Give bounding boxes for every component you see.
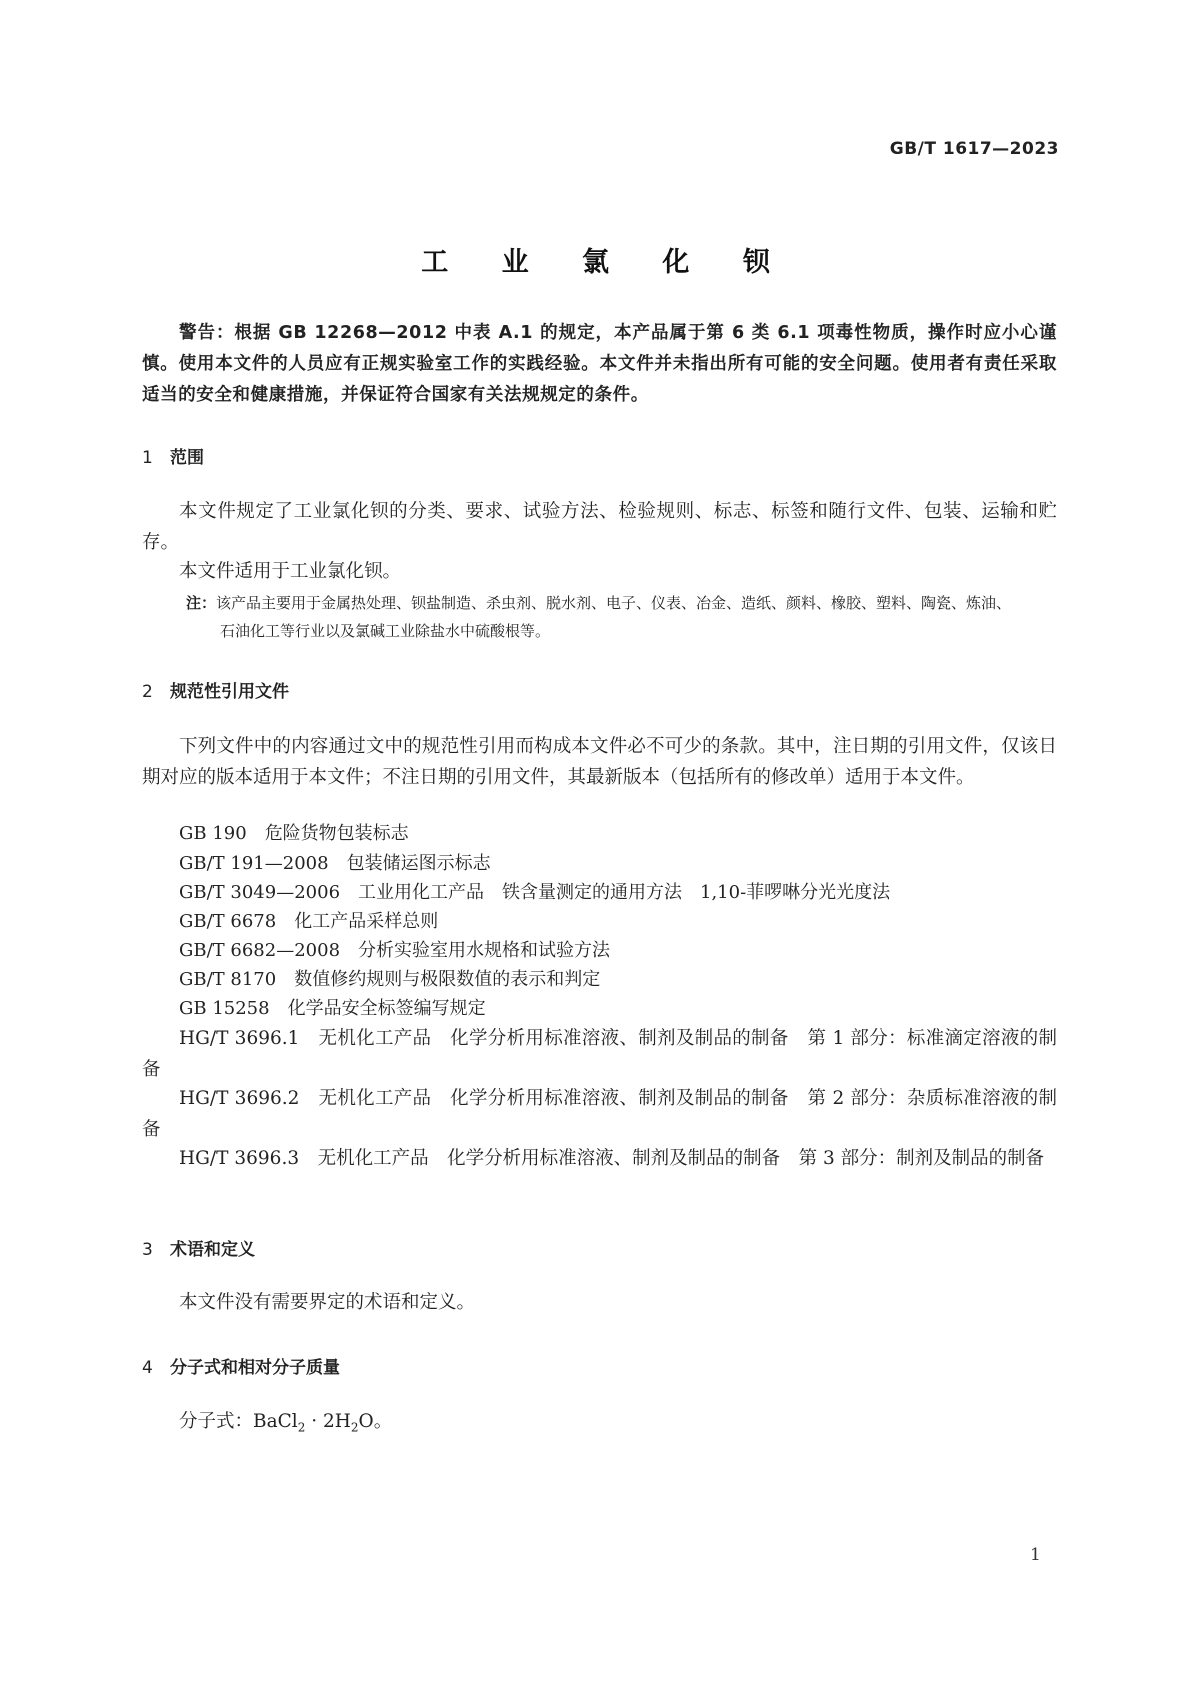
reference-title: 化工产品采样总则 — [294, 911, 439, 932]
formula-subscript: 2 — [350, 1420, 359, 1435]
reference-item — [142, 1083, 1057, 1145]
note-text-line2: 石油化工等行业以及氯碱工业除盐水中硫酸根等。 — [220, 622, 551, 640]
section-heading-formula — [142, 1353, 340, 1378]
reference-code: GB/T 3049—2006 — [179, 882, 341, 903]
section-title: 规范性引用文件 — [170, 682, 289, 702]
reference-item — [179, 907, 438, 933]
document-id: GB/T 1617—2023 — [889, 139, 1059, 159]
molecular-formula — [142, 1406, 1057, 1444]
scope-applicability: 本文件适用于工业氯化钡。 — [179, 561, 402, 582]
section-title: 术语和定义 — [170, 1240, 255, 1260]
reference-code: GB/T 6682—2008 — [179, 940, 341, 961]
reference-title: 数值修约规则与极限数值的表示和判定 — [294, 969, 601, 990]
note-text-line1: 该产品主要用于金属热处理、钡盐制造、杀虫剂、脱水剂、电子、仪表、冶金、造纸、颜料、橡胶、塑料、陶瓷、炼油、 — [216, 594, 1012, 612]
reference-title: 工业用化工产品 铁含量测定的通用方法 1,10-菲啰啉分光光度法 — [358, 882, 891, 903]
scope-note — [186, 589, 1066, 645]
section-number: 3 — [142, 1240, 153, 1260]
formula-part: · 2H — [305, 1411, 351, 1432]
document-title: 工 业 氯 化 钡 — [421, 247, 792, 278]
formula-part: O。 — [358, 1411, 393, 1432]
reference-item — [142, 1023, 1057, 1085]
reference-code: HG/T 3696.3 — [179, 1148, 300, 1169]
section-heading-terms — [142, 1235, 255, 1260]
normative-intro: 下列文件中的内容通过文中的规范性引用而构成本文件必不可少的条款。其中，注日期的引用文件，仅该日期对应的版本适用于本文件；不注日期的引用文件，其最新版本（包括所有的修改单）适用于本文件。 — [142, 736, 1057, 788]
note-label: 注： — [186, 594, 217, 612]
section-title: 分子式和相对分子质量 — [170, 1358, 340, 1378]
reference-title: 无机化工产品 化学分析用标准溶液、制剂及制品的制备 第 1 部分：标准滴定溶液的制备 — [142, 1028, 1057, 1080]
reference-item — [179, 994, 486, 1020]
page-number: 1 — [1030, 1545, 1041, 1565]
section-heading-normative — [142, 677, 289, 702]
section-title: 范围 — [170, 448, 204, 468]
reference-code: GB/T 6678 — [179, 911, 277, 932]
reference-code: GB/T 191—2008 — [179, 853, 329, 874]
reference-item — [179, 819, 409, 845]
section-heading-scope — [142, 443, 204, 468]
formula-subscript: 2 — [297, 1420, 306, 1435]
reference-code: GB 190 — [179, 823, 247, 844]
reference-code: GB/T 8170 — [179, 969, 277, 990]
reference-item — [179, 965, 600, 991]
reference-code: HG/T 3696.1 — [179, 1028, 300, 1049]
terms-paragraph: 本文件没有需要界定的术语和定义。 — [179, 1292, 476, 1313]
reference-code: HG/T 3696.2 — [179, 1088, 300, 1109]
section-number: 1 — [142, 448, 153, 468]
reference-title: 分析实验室用水规格和试验方法 — [358, 940, 611, 961]
reference-title: 危险货物包装标志 — [264, 823, 409, 844]
formula-label: 分子式： — [179, 1411, 254, 1432]
reference-title: 无机化工产品 化学分析用标准溶液、制剂及制品的制备 第 3 部分：制剂及制品的制备 — [317, 1148, 1045, 1169]
reference-item — [142, 1143, 1057, 1174]
section-number: 4 — [142, 1358, 153, 1378]
section-number: 2 — [142, 682, 153, 702]
reference-item — [179, 849, 491, 875]
reference-item — [179, 878, 890, 904]
reference-item — [179, 936, 610, 962]
reference-code: GB 15258 — [179, 998, 270, 1019]
warning-paragraph: 警告：根据 GB 12268—2012 中表 A.1 的规定，本产品属于第 6 类 6.1 项毒性物质，操作时应小心谨慎。使用本文件的人员应有正规实验室工作的实践经验。本文件并未指出所有可能的安全问题。使用者有责任采取适当的安全和健康措施，并保证符合国家有关法规规定的条件。 — [142, 323, 1057, 405]
scope-paragraph: 本文件规定了工业氯化钡的分类、要求、试验方法、检验规则、标志、标签和随行文件、包装、运输和贮存。 — [142, 501, 1057, 553]
reference-title: 化学品安全标签编写规定 — [287, 998, 486, 1019]
reference-title: 包装储运图示标志 — [346, 853, 491, 874]
formula-part: BaCl — [253, 1411, 298, 1432]
reference-title: 无机化工产品 化学分析用标准溶液、制剂及制品的制备 第 2 部分：杂质标准溶液的制备 — [142, 1088, 1057, 1140]
